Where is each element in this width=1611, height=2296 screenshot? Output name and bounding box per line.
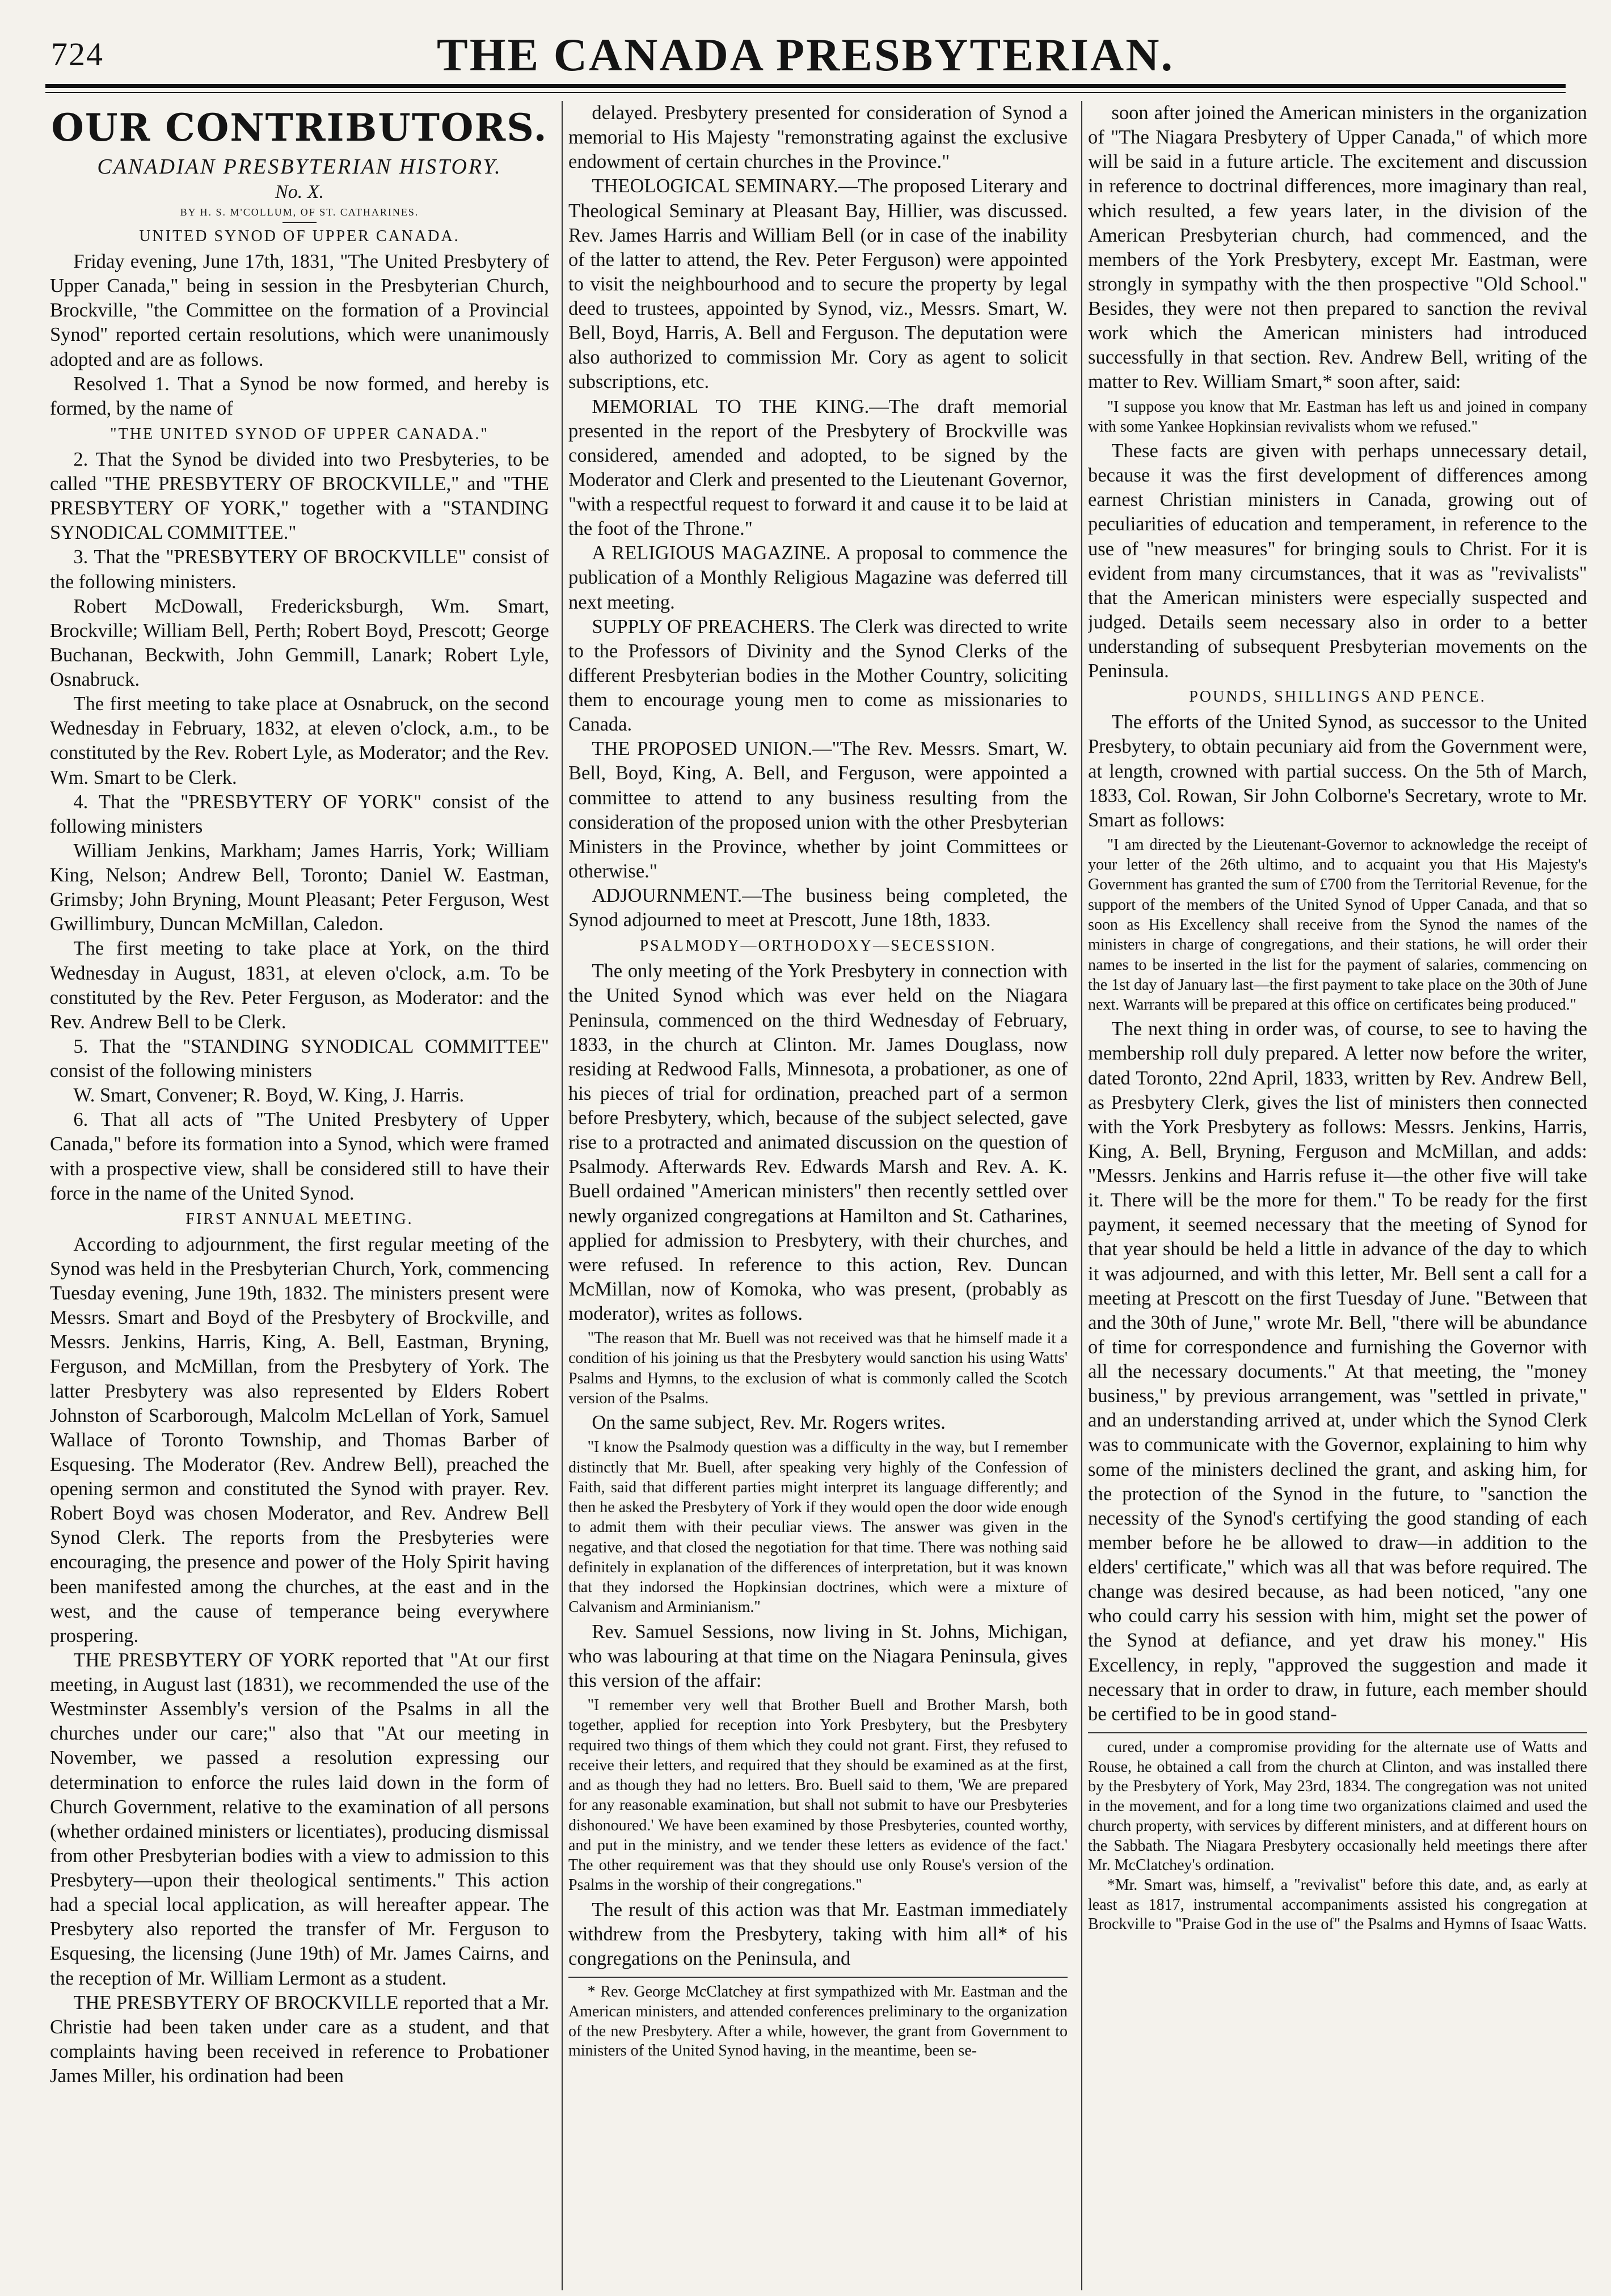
paragraph: The result of this action was that Mr. Eastman immediately withdrew from the Presbytery, taking with him all* of his congregations on the Peninsula, and (568, 1898, 1068, 1969)
paragraph: soon after joined the American ministers in the organization of "The Niagara Presbytery of Upper Canada," of which more will be said in a future article. The excitement and discussion in reference to doctrinal differences, more imaginary than real, which resulted, a few years later, in the division of the American Presbyterian church, had commenced, and the members of the York Presbytery, except Mr. Eastman, were strongly in sympathy with the then prospective "Old School." Besides, they were not then prepared to sanction the revival work which the American ministers had introduced successfully in that section. Rev. Andrew Bell, writing of the matter to Rev. William Smart,* soon after, said: (1088, 102, 1587, 393)
byline: BY H. S. M'COLLUM, OF ST. CATHARINES. (180, 206, 419, 218)
paragraph: The efforts of the United Synod, as successor to the United Presbytery, to obtain pecuniary aid from the Government were, at length, crowned with partial success. On the 5th of March, 1833, Col. Rowan, Sir John Colborne's Secretary, wrote to Mr. Smart as follows: (1088, 711, 1587, 831)
subheading: UNITED SYNOD OF UPPER CANADA. (139, 227, 460, 245)
paragraph: Friday evening, June 17th, 1831, "The United Presbytery of Upper Canada," being in session in the Presbyterian Church, Brockville, "the Committee on the formation of a Provincial Synod" reported certain resolutions, which were unanimously adopted and are as follows. (50, 251, 549, 370)
paragraph: 5. That the "STANDING SYNODICAL COMMITTEE" consist of the following ministers (50, 1035, 549, 1082)
paragraph: Rev. Samuel Sessions, now living in St. Johns, Michigan, who was labouring at that time on the Niagara Peninsula, gives this version of the affair: (568, 1620, 1068, 1691)
paragraph: W. Smart, Convener; R. Boyd, W. King, J. Harris. (73, 1084, 465, 1107)
footnote-rule (568, 1977, 1068, 1978)
paragraph: 4. That the "PRESBYTERY OF YORK" consist of the following ministers (50, 791, 549, 837)
masthead-title: THE CANADA PRESBYTERIAN. (437, 29, 1174, 81)
paragraph: Resolved 1. That a Synod be now formed, and hereby is formed, by the name of (50, 373, 549, 419)
paragraph: William Jenkins, Markham; James Harris, York; William King, Nelson; Andrew Bell, Toronto; Daniel W. Eastman, Grimsby; John Bryning, Mount Pleasant; Peter Ferguson, West Gwillimbury, Duncan McMillan, Caledon. (50, 839, 549, 935)
paragraph: According to adjournment, the first regular meeting of the Synod was held in the Presbyterian Church, York, commencing Tuesday evening, June 19th, 1832. The ministers present were Messrs. Smart and Boyd of the Presbytery of Brockville, and Messrs. Jenkins, Harris, King, A. Bell, Eastman, Bryning, Ferguson, and McMillan, from the Presbytery of York. The latter Presbytery was also represented by Elders Robert Johnston of Scarborough, Malcolm McLellan of York, Samuel Wallace of Toronto Township, and Thomas Barber of Esquesing. The Moderator (Rev. Andrew Bell), preached the opening sermon and constituted the Synod with prayer. Rev. Robert Boyd was chosen Moderator, and Rev. Andrew Bell Synod Clerk. The reports from the Presbyteries were encouraging, the presence and power of the Holy Spirit having been manifested among the churches, at the east and in the west, and the cause of temperance being everywhere prospering. (50, 1233, 549, 1647)
section-heading: OUR CONTRIBUTORS. (51, 105, 548, 150)
article-title: CANADIAN PRESBYTERIAN HISTORY. (97, 154, 502, 179)
footnote: * Rev. George McClatchey at first sympathized with Mr. Eastman and the American ministers, and attended conferences preliminary to the organization of the new Presbytery. After a while, however, the grant from Government to ministers of the United Synod having, in the meantime, been se- (568, 1983, 1068, 2060)
header-rule-thin (45, 92, 1566, 93)
paragraph: THE PRESBYTERY OF YORK reported that "At our first meeting, in August last (1831), we recommended the use of the Westminster Assembly's version of the Psalms in all the churches under our care;" also that "At our meeting in November, we passed a resolution expressing our determination to enforce the rules laid down in the form of Church Government, relative to the examination of all persons (whether ordained ministers or licentiates), producing dismissal from other Presbyterian bodies with a view to admission to this Presbytery—upon their theological sentiments." This action had a special local application, as will hereafter appear. The Presbytery also reported the transfer of Mr. Ferguson to Esquesing, the licensing (June 19th) of Mr. James Cairns, and the reception of Mr. William Lermont as a student. (50, 1649, 549, 1989)
paragraph: THEOLOGICAL SEMINARY.—The proposed Literary and Theological Seminary at Pleasant Bay, Hillier, was discussed. Rev. James Harris and William Bell (or in case of the inability of the latter to attend, the Rev. Peter Ferguson) were appointed to visit the neighbourhood and to secure the property by legal deed to trustees, appointed by Synod, viz., Messrs. Smart, W. Bell, Boyd, Harris, A. Bell and Ferguson. The deputation were also authorized to commission Mr. Cory as agent to solicit subscriptions, etc. (568, 175, 1068, 393)
block-quote: "I suppose you know that Mr. Eastman has left us and joined in company with some Yankee Hopkinsian revivalists whom we refused." (1088, 398, 1587, 436)
paragraph: The first meeting to take place at Osnabruck, on the second Wednesday in February, 1832, at eleven o'clock, a.m., to be constituted by the Rev. Robert Lyle, as Moderator; and the Rev. Wm. Smart to be Clerk. (50, 693, 549, 788)
article-number: No. X. (275, 182, 324, 202)
paragraph: The first meeting to take place at York, on the third Wednesday in August, 1831, at eleven o'clock, a.m. To be constituted by the Rev. Peter Ferguson, as Moderator: and the Rev. Andrew Bell to be Clerk. (50, 938, 549, 1033)
paragraph: 3. That the "PRESBYTERY OF BROCKVILLE" consist of the following ministers. (50, 546, 549, 593)
column-1 (50, 101, 549, 2290)
subheading: FIRST ANNUAL MEETING. (185, 1210, 414, 1228)
paragraph: delayed. Presbytery presented for consideration of Synod a memorial to His Majesty "remonstrating against the exclusive endowment of certain churches in the Province." (568, 102, 1068, 173)
paragraph: SUPPLY OF PREACHERS. The Clerk was directed to write to the Professors of Divinity and the Synod Clerks of the different Presbyterian bodies in the Mother Country, soliciting them to encourage young men to come as missionaries to Canada. (568, 615, 1068, 736)
paragraph: 2. That the Synod be divided into two Presbyteries, to be called "THE PRESBYTERY OF BROCKVILLE," and "THE PRESBYTERY OF YORK," together with a "STANDING SYNODICAL COMMITTEE." (50, 448, 549, 544)
footnote-rule (1088, 1732, 1587, 1733)
header-rule-thick (45, 84, 1566, 88)
paragraph: On the same subject, Rev. Mr. Rogers writes. (592, 1412, 946, 1434)
column-divider (562, 101, 563, 2290)
block-quote: "I am directed by the Lieutenant-Governor to acknowledge the receipt of your letter of the 26th ultimo, and to acquaint you that His Majesty's Government has granted the sum of £700 from the Territorial Revenue, for the support of the members of the United Synod of Upper Canada, and that so soon as His Excellency shall receive from the Synod the names of the ministers in charge of congregations, and their stations, he will order their names to be inserted in the list for the payment of salaries, commencing on the 1st day of January last—the first payment to take place on the 30th of June next. Warrants will be prepared at this office on certificates being produced." (1088, 835, 1587, 1014)
page-number: 724 (51, 36, 104, 73)
block-quote: "I know the Psalmody question was a difficulty in the way, but I remember distinctly that Mr. Buell, after speaking very highly of the Confession of Faith, said that different parties might interpret its language differently; and then he asked the Presbytery of York if they would open the door wide enough to admit them with their peculiar views. The answer was given in the negative, and that closed the negotiation for that time. There was nothing said definitely in explanation of the differences of interpretation, but it was known that they indorsed the Hopkinsian doctrines, which were a mixture of Calvanism and Arminianism." (568, 1438, 1068, 1617)
paragraph: Robert McDowall, Fredericksburgh, Wm. Smart, Brockville; William Bell, Perth; Robert Boyd, Prescott; George Buchanan, Beckwith, John Gemmill, Lanark; Robert Lyle, Osnabruck. (50, 595, 549, 690)
footnote: *Mr. Smart was, himself, a "revivalist" before this date, and, as early at least as 1817, instrumental accompaniments assisted his congregation at Brockville to "Praise God in the use of" the Psalms and Hymns of Isaac Watts. (1088, 1876, 1587, 1934)
subheading: POUNDS, SHILLINGS AND PENCE. (1189, 688, 1486, 706)
paragraph: THE PRESBYTERY OF BROCKVILLE reported that a Mr. Christie had been taken under care as a student, and that complaints having been received in reference to Probationer James Miller, his ordination had been (50, 1991, 549, 2087)
paragraph: The only meeting of the York Presbytery in connection with the United Synod which was ever held on the Niagara Peninsula, commenced on the third Wednesday of February, 1833, in the church at Clinton. Mr. James Douglass, now residing at Redwood Falls, Minnesota, a probationer, as one of his pieces of trial for ordination, preached part of a sermon before Presbytery, which, because of the subject selected, gave rise to a protracted and animated discussion on the question of Psalmody. Afterwards Rev. Edwards Marsh and Rev. A. K. Buell ordained "American ministers" then recently settled over newly organized congregations at Hamilton and St. Catharines, applied for admission to Presbytery, with their churches, and were refused. In reference to this action, Rev. Duncan McMillan, now of Komoka, who was present, (probably as moderator), writes as follows. (568, 960, 1068, 1324)
paragraph: 6. That all acts of "The United Presbytery of Upper Canada," before its formation into a Synod, which were framed with a prospective view, shall be considered still to have their force in the name of the United Synod. (50, 1109, 549, 1204)
synod-name: "THE UNITED SYNOD OF UPPER CANADA." (110, 425, 489, 443)
paragraph: MEMORIAL TO THE KING.—The draft memorial presented in the report of the Presbytery of Brockville was considered, amended and adopted, to be signed by the Moderator and Clerk and presented to the Lieutenant Governor, "with a respectful request to forward it and cause it to be laid at the foot of the Throne." (568, 395, 1068, 540)
block-quote: "I remember very well that Brother Buell and Brother Marsh, both together, applied for reception into York Presbytery, but the Presbytery required two things of them which they could not grant. First, they refused to receive their letters, and required that they should be examined as at the first, and as though they had no letters. Bro. Buell said to them, 'We are prepared for any reasonable examination, but shall not submit to have our Presbyteries dishonoured.' We have been examined by those Presbyteries, counted worthy, and put in the ministry, and we tender these letters as evidence of the fact.' The other requirement was that they should use only Rouse's version of the Psalms in the worship of their congregations." (568, 1696, 1068, 1894)
column-3 (1088, 101, 1587, 2290)
paragraph: A RELIGIOUS MAGAZINE. A proposal to commence the publication of a Monthly Religious Magazine was deferred till next meeting. (568, 542, 1068, 613)
subheading: PSALMODY—ORTHODOXY—SECESSION. (639, 937, 997, 955)
byline-rule (282, 222, 317, 223)
footnote: cured, under a compromise providing for the alternate use of Watts and Rouse, he obtained a call from the church at Clinton, and was installed there by the Presbytery of York, May 23rd, 1834. The congregation was not united in the movement, and for a long time two organizations claimed and used the church property, with services by different ministers, and at different hours on the Sabbath. The Niagara Presbytery occasionally held meetings there after Mr. McClatchey's ordination. (1088, 1738, 1587, 1875)
paragraph: THE PROPOSED UNION.—"The Rev. Messrs. Smart, W. Bell, Boyd, King, A. Bell, and Ferguson, were appointed a committee to attend to any business resulting from the consideration of the proposed union with the other Presbyterian Ministers in the Province, whether by joint Committees or otherwise." (568, 738, 1068, 882)
block-quote: "The reason that Mr. Buell was not received was that he himself made it a condition of his joining us that the Presbytery would sanction his using Watts' Psalms and Hymns, to the exclusion of what is commonly called the Scotch version of the Psalms. (568, 1330, 1068, 1407)
paragraph: The next thing in order was, of course, to see to having the membership roll duly prepared. A letter now before the writer, dated Toronto, 22nd April, 1833, written by Rev. Andrew Bell, as Presbytery Clerk, gives the list of ministers then connected with the York Presbytery as follows: Messrs. Jenkins, Harris, King, A. Bell, Bryning, Ferguson and McMillan, and adds: "Messrs. Jenkins and Harris refuse it—the other five will take it. There will be the more for them." To be ready for the first payment, it seemed necessary that the meeting of Synod for that year should be held a little in advance of the day to which it was adjourned, and with this letter, Mr. Bell sent a call for a meeting at Prescott on the first Tuesday of June. "Between that and the 30th of June," wrote Mr. Bell, "there will be abundance of time for correspondence and furnishing the Governor with all the necessary documents." At that meeting, the "money business," by previous arrangement, was "settled in private," and an understanding arrived at, under which the Synod Clerk was to communicate with the Governor, explaining to him why some of the ministers declined the grant, and asking him, for the protection of the Synod in the future, to "sanction the necessity of the Synod's certifying the good standing of each member before he be allowed to draw—in addition to the elders' certificate," which was all that was before required. The change was desired because, as had been noticed, "any one who could carry his session with him, might set the power of the Synod at defiance, and yet draw his money." His Excellency, in reply, "approved the suggestion and made it necessary that in order to draw, in future, each member should be certified to be in good stand- (1088, 1018, 1587, 1725)
column-divider (1081, 101, 1082, 2290)
paragraph: ADJOURNMENT.—The business being completed, the Synod adjourned to meet at Prescott, June 18th, 1833. (568, 885, 1068, 931)
column-2 (568, 101, 1068, 2290)
paragraph: These facts are given with perhaps unnecessary detail, because it was the first development of differences among earnest Christian ministers in Canada, growing out of peculiarities of education and temperament, in reference to the use of "new measures" for bringing souls to Christ. For it is evident from many circumstances, that it was as "revivalists" that the American ministers were especially suspected and judged. Details seem necessary also in order to a better understanding of subsequent Presbyterian movements on the Peninsula. (1088, 440, 1587, 682)
